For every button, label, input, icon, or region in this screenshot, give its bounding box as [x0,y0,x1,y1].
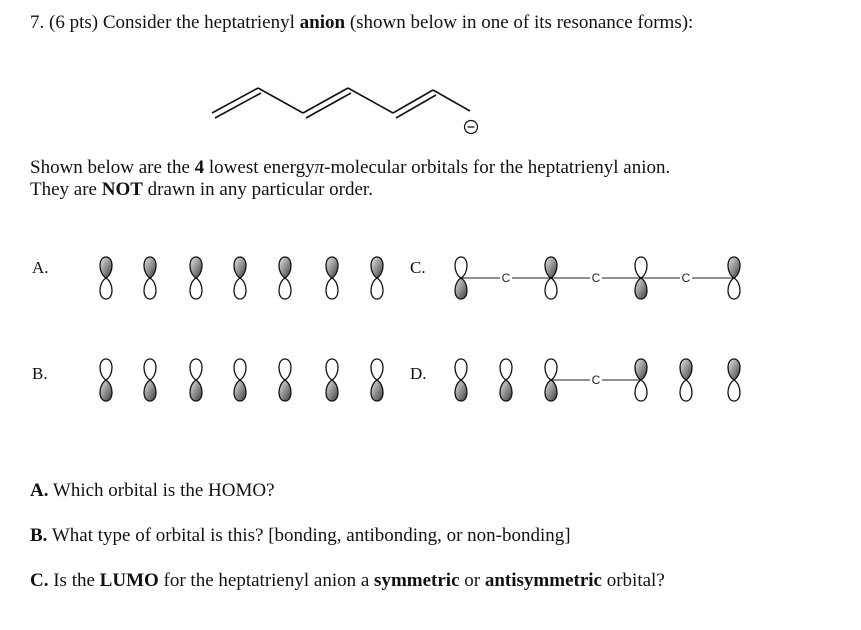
lobe-top-d-2 [500,359,512,380]
lobe-bottom-a-4 [234,278,246,299]
lobe-top-d-5 [635,359,647,380]
lobe-bottom-b-3 [190,380,202,401]
lobe-bottom-d-2 [500,380,512,401]
orbital-b [100,359,383,401]
question-a: A. Which orbital is the HOMO? [30,480,275,501]
lobe-bottom-a-3 [190,278,202,299]
lobe-top-c-1 [455,257,467,278]
pi-symbol: π [314,157,325,178]
lobe-top-b-5 [279,359,291,380]
lobe-bottom-c-3 [545,278,557,299]
lobe-top-b-2 [144,359,156,380]
lobe-top-a-5 [279,257,291,278]
orbital-a [100,257,383,299]
lobe-bottom-b-1 [100,380,112,401]
carbon-node-c-2: C [501,271,511,285]
lobe-top-c-7 [728,257,740,278]
lobe-bottom-b-4 [234,380,246,401]
lobe-bottom-b-7 [371,380,383,401]
lobe-top-a-7 [371,257,383,278]
intro-line-1: Shown below are the 4 lowest energyπ-molecular orbitals for the heptatrienyl anion. [30,157,671,178]
lobe-top-b-7 [371,359,383,380]
lobe-bottom-c-1 [455,278,467,299]
lobe-top-a-4 [234,257,246,278]
question-number: 7. [30,12,45,33]
lobe-bottom-d-3 [545,380,557,401]
orbital-label-a: A. [32,258,49,277]
lobe-bottom-d-5 [635,380,647,401]
orbital-d [455,359,740,401]
lobe-top-d-6 [680,359,692,380]
lobe-bottom-a-7 [371,278,383,299]
lobe-bottom-d-6 [680,380,692,401]
lobe-top-d-1 [455,359,467,380]
lobe-top-a-1 [100,257,112,278]
orbital-label-c: C. [410,258,426,277]
question-c: C. Is the LUMO for the heptatrienyl anion a symmetric or antisymmetric orbital? [30,570,665,591]
lobe-bottom-b-5 [279,380,291,401]
orbital-label-d: D. [410,364,427,383]
question-b: B. What type of orbital is this? [bonding, antibonding, or non-bonding] [30,525,571,546]
question-text-before: Consider the heptatrienyl [102,12,295,33]
lobe-bottom-c-7 [728,278,740,299]
question-text-after: (shown below in one of its resonance forms): [349,12,694,33]
carbon-node-c-4: C [591,271,601,285]
lobe-top-c-3 [545,257,557,278]
lobe-bottom-c-5 [635,278,647,299]
intro-line-2: They are NOT drawn in any particular order. [30,179,373,200]
lobe-top-b-3 [190,359,202,380]
orbital-count: 4 [194,157,205,178]
question-bold-word: anion [299,12,346,33]
question-points: (6 pts) [49,12,99,33]
lobe-bottom-a-6 [326,278,338,299]
lobe-bottom-a-2 [144,278,156,299]
lobe-bottom-d-7 [728,380,740,401]
lobe-top-b-1 [100,359,112,380]
orbital-c [455,257,740,299]
carbon-node-d-4: C [591,373,601,387]
lobe-bottom-a-1 [100,278,112,299]
lobe-top-d-3 [545,359,557,380]
orbital-label-b: B. [32,364,48,383]
lobe-bottom-b-6 [326,380,338,401]
lobe-top-a-3 [190,257,202,278]
lobe-top-b-6 [326,359,338,380]
lobe-bottom-a-5 [279,278,291,299]
lobe-top-c-5 [635,257,647,278]
lobe-top-b-4 [234,359,246,380]
lobe-top-a-2 [144,257,156,278]
carbon-node-c-6: C [681,271,691,285]
lobe-bottom-d-1 [455,380,467,401]
lobe-bottom-b-2 [144,380,156,401]
lobe-top-d-7 [728,359,740,380]
lobe-top-a-6 [326,257,338,278]
